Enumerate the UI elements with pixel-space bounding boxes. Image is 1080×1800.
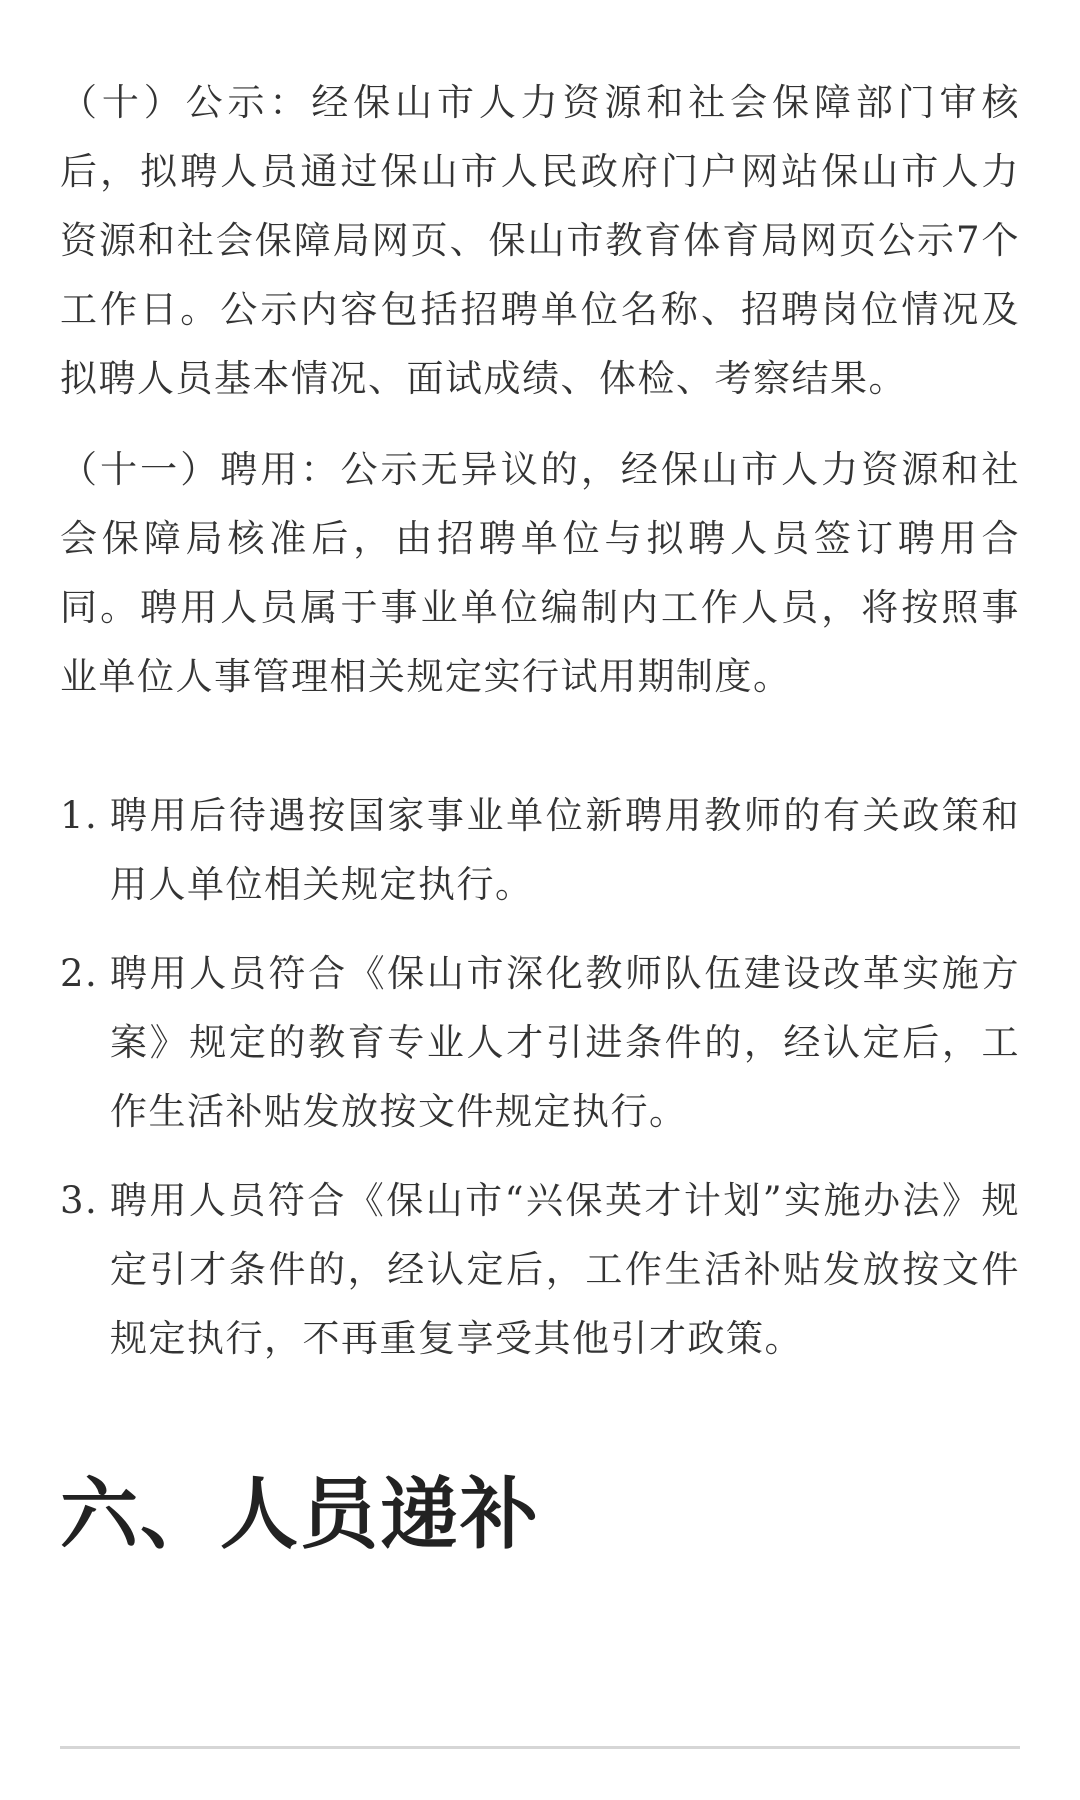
- list-item-number: 3.: [60, 1179, 99, 1222]
- paragraph-employment: （十一）聘用：公示无异议的，经保山市人力资源和社会保障局核准后，由招聘单位与拟聘人员签订聘用合同。聘用人员属于事业单位编制内工作人员，将按照事业单位人事管理相关规定实行试用期制度。: [60, 448, 1020, 698]
- list-item-number: 1.: [60, 794, 99, 837]
- list-item: [60, 939, 1020, 1146]
- list-item-number: 2.: [60, 952, 99, 995]
- list-item: [60, 1166, 1020, 1373]
- list-item-text: 聘用人员符合《保山市深化教师队伍建设改革实施方案》规定的教育专业人才引进条件的，经认定后，工作生活补贴发放按文件规定执行。: [110, 952, 1020, 1133]
- section-heading: 六、人员递补: [60, 1469, 541, 1560]
- benefits-list: [60, 781, 1020, 1373]
- section-divider: [60, 1746, 1020, 1749]
- list-item-text: 聘用后待遇按国家事业单位新聘用教师的有关政策和用人单位相关规定执行。: [110, 794, 1020, 906]
- list-item: [60, 781, 1020, 919]
- article-body: [60, 68, 1020, 1565]
- list-item-text: 聘用人员符合《保山市“兴保英才计划”实施办法》规定引才条件的，经认定后，工作生活补贴发放按文件规定执行，不再重复享受其他引才政策。: [110, 1179, 1020, 1360]
- paragraph-publicity: （十）公示：经保山市人力资源和社会保障部门审核后，拟聘人员通过保山市人民政府门户网站保山市人力资源和社会保障局网页、保山市教育体育局网页公示7个工作日。公示内容包括招聘单位名称、招聘岗位情况及拟聘人员基本情况、面试成绩、体检、考察结果。: [60, 81, 1020, 400]
